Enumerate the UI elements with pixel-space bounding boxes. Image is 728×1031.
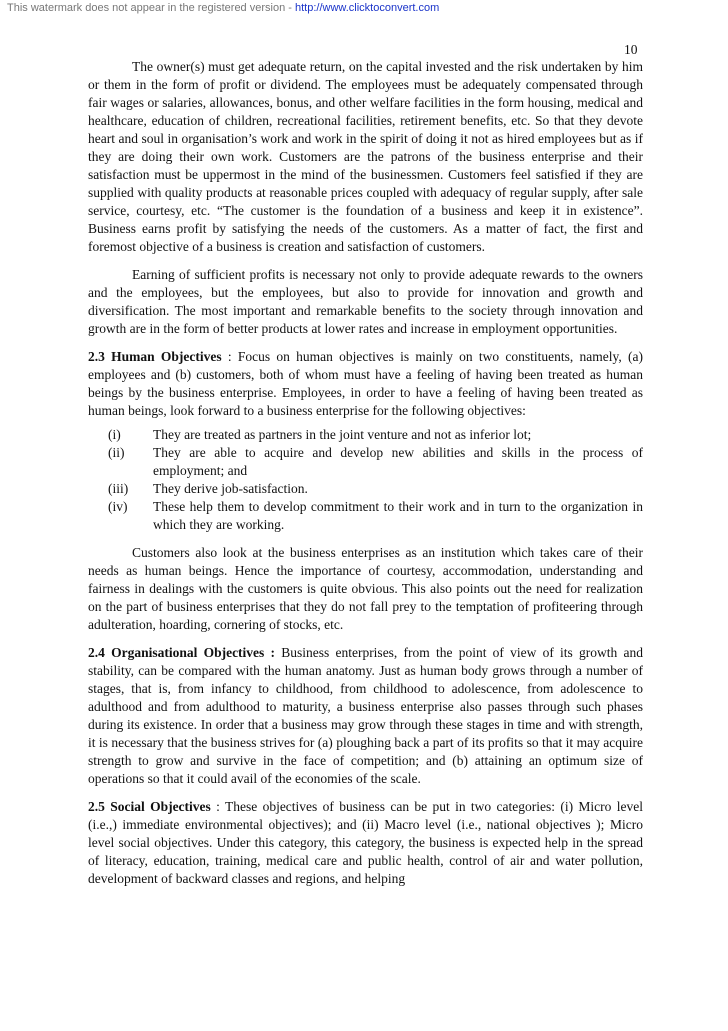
heading-organisational-objectives: 2.4 Organisational Objectives : bbox=[88, 645, 276, 660]
heading-social-objectives: 2.5 Social Objectives bbox=[88, 799, 211, 814]
list-item-number: (i) bbox=[108, 427, 121, 442]
section-organisational-objectives bbox=[88, 644, 643, 788]
list-item bbox=[88, 498, 643, 534]
paragraph-profits: Earning of sufficient profits is necessary not only to provide adequate rewards to the owners and the employees, but the employees, but also to provide for innovation and growth and diversification. The most important and remarkable benefits to the society through innovation and growth are in the form of better products at lower rates and increase in employment opportunities. bbox=[88, 267, 643, 336]
list-item-number: (iii) bbox=[108, 481, 129, 496]
list-item-text: These help them to develop commitment to their work and in turn to the organization in which they are working. bbox=[153, 499, 643, 532]
list-item-number: (ii) bbox=[108, 445, 125, 460]
list-item-number: (iv) bbox=[108, 499, 128, 514]
organisational-objectives-text: Business enterprises, from the point of view of its growth and stability, can be compared with the human anatomy. Just as human body grows through a number of stages, that is, from infancy to childhood, from childhood to adolescence, from adolescence to adulthood and from adulthood to maturity, a business enterprise also passes through such phases during its existence. In order that a business may grow through these stages in time and with strength, it is necessary that the business strives for (a) ploughing back a part of its profits so that it may acquire strength to grow and survive in the face of competition; and (b) attaining an optimum size of operations so that it could avail of the economies of the scale. bbox=[88, 645, 643, 786]
human-objectives-text: : Focus on human objectives is mainly on two constituents, namely, (a) employees and (b) customers, both of whom must have a feeling of having been treated as human beings by the business enterprise. Employees, in order to have a feeling of having been treated as human beings, look forward to a business enterprise for the following objectives: bbox=[88, 349, 643, 418]
watermark bbox=[7, 2, 439, 14]
paragraph-customers: Customers also look at the business enterprises as an institution which takes care of their needs as human beings. Hence the importance of courtesy, accommodation, understanding and fairness in dealings with the customers is quite obvious. This also points out the need for realization on the part of business enterprises that they do not fall prey to the temptation of profiteering through adulteration, hoarding, cornering of stocks, etc. bbox=[88, 545, 643, 632]
page-number: 10 bbox=[624, 42, 638, 57]
watermark-link[interactable]: http://www.clicktoconvert.com bbox=[294, 2, 440, 14]
list-item bbox=[88, 426, 643, 444]
list-item-text: They are treated as partners in the joint venture and not as inferior lot; bbox=[153, 427, 532, 442]
list-item bbox=[88, 480, 643, 498]
heading-human-objectives: 2.3 Human Objectives bbox=[88, 349, 222, 364]
paragraph-owners-employees-customers: The owner(s) must get adequate return, on the capital invested and the risk undertaken by him or them in the form of profit or dividend. The employees must be adequately compensated through fair wages or salaries, allowances, bonus, and other welfare facilities in the form housing, medical and healthcare, education of children, recreational facilities, retirement benefits, etc. So that they devote heart and soul in organisation’s work and work in the spirit of doing it not as hired employees but as if they are doing their own work. Customers are the patrons of the business enterprise and their satisfaction must be uppermost in the mind of the businessmen. Customers feel satisfied if they are supplied with quality products at reasonable prices coupled with adequacy of regular supply, after sale service, courtesy, etc. “The customer is the foundation of a business and keep it in existence”. Business earns profit by satisfying the needs of the customers. As a matter of fact, the first and foremost objective of a business is creation and satisfaction of customers. bbox=[88, 59, 643, 254]
social-objectives-text: : These objectives of business can be put in two categories: (i) Micro level (i.e.,) immediate environmental objectives); and (ii) Macro level (i.e., national objectives ); Micro level social objectives. Under this category, this category, the business is expected help in the spread of literacy, education, training, medical care and public health, control of air and water pollution, development of backward classes and regions, and helping bbox=[88, 799, 643, 886]
employee-objectives-list bbox=[88, 426, 643, 534]
list-item-text: They are able to acquire and develop new abilities and skills in the process of employment; and bbox=[153, 445, 643, 478]
document-body bbox=[88, 58, 643, 898]
section-human-objectives bbox=[88, 348, 643, 420]
section-social-objectives bbox=[88, 798, 643, 888]
list-item-text: They derive job-satisfaction. bbox=[153, 481, 308, 496]
watermark-text: This watermark does not appear in the registered version - bbox=[7, 2, 295, 14]
list-item bbox=[88, 444, 643, 480]
